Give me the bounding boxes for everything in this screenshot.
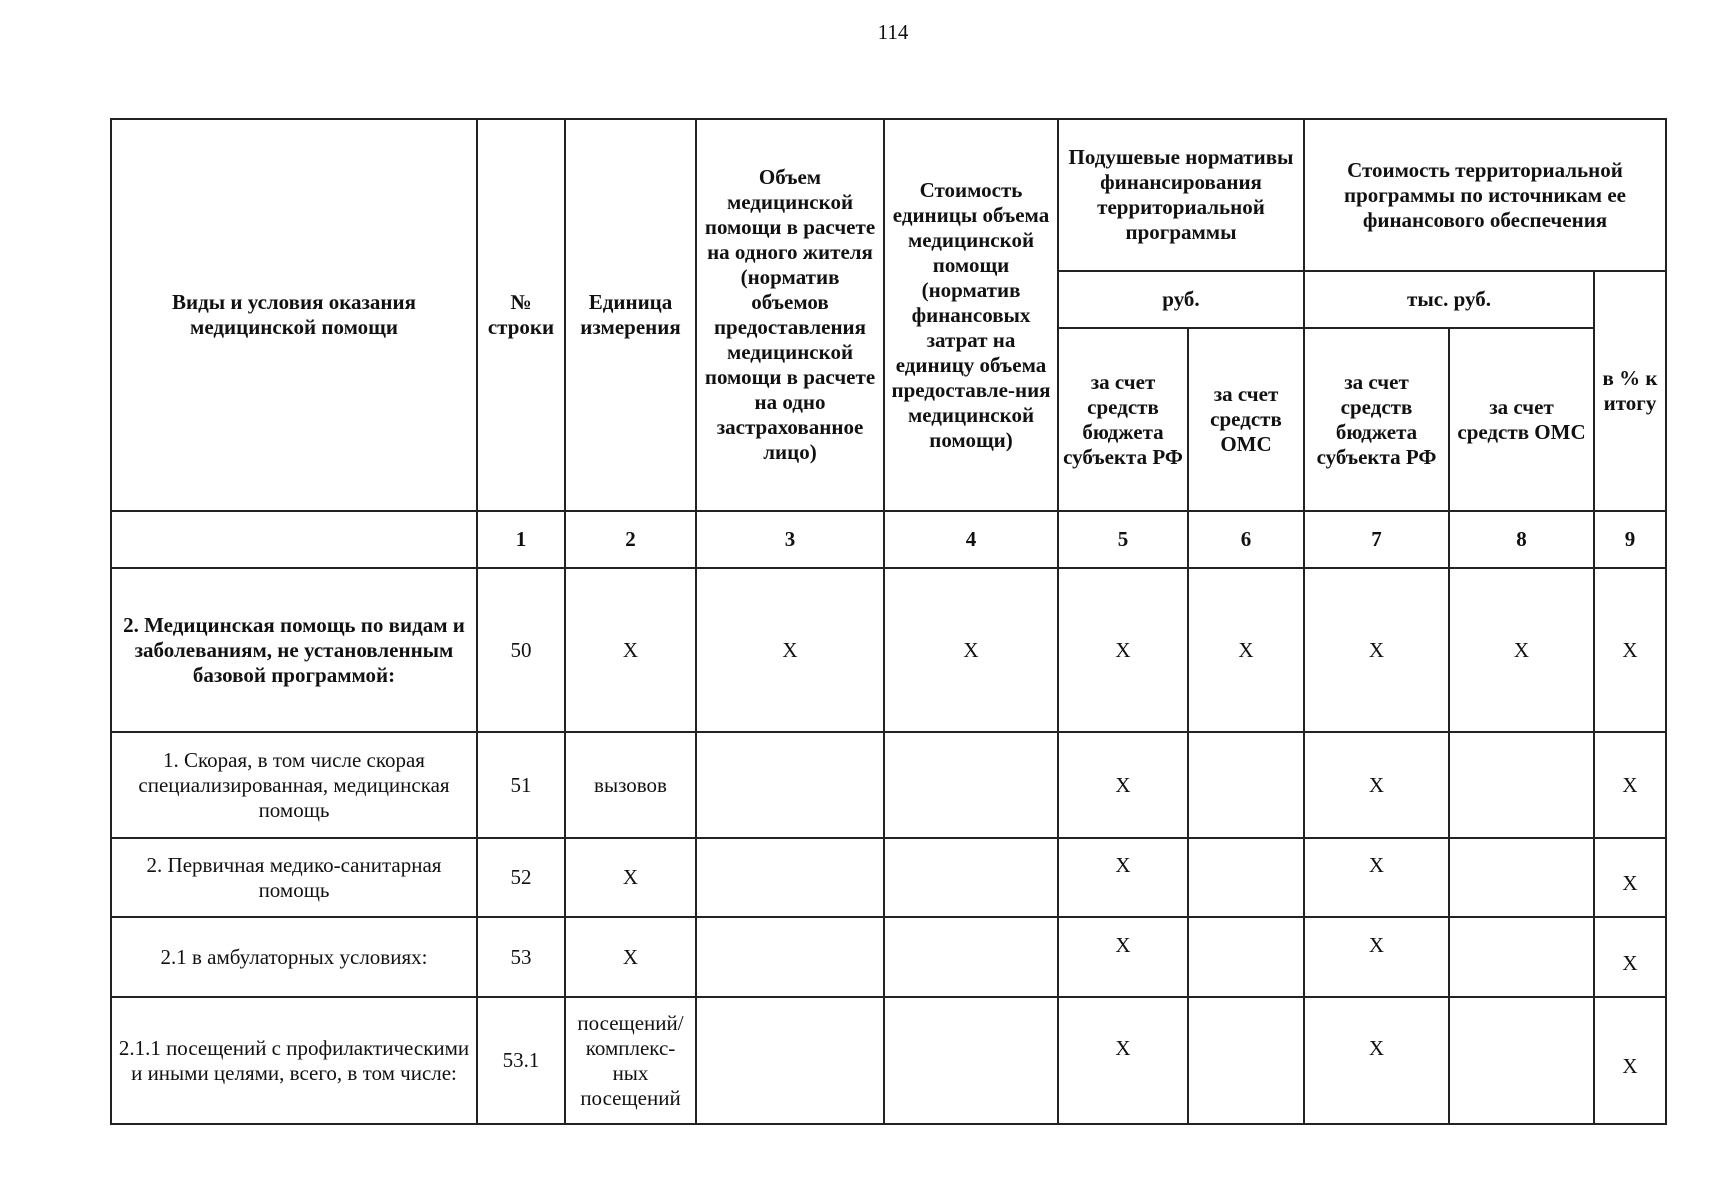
row-cell [884,997,1058,1124]
row-cell: X [1188,568,1304,732]
row-cell [696,732,884,838]
row-number: 50 [477,568,565,732]
column-number: 8 [1449,511,1594,568]
row-cell: X [1594,732,1666,838]
header-budget-rf: за счет средств бюджета субъекта РФ [1058,328,1188,511]
row-unit: X [565,838,696,917]
row-number: 53 [477,917,565,997]
row-title: 2. Первичная медико-санитарная помощь [111,838,477,917]
column-number: 7 [1304,511,1449,568]
row-cell [1449,732,1594,838]
header-program-cost: Стоимость территориальной программы по источникам ее финансового обеспечения [1304,119,1666,271]
row-cell [884,838,1058,917]
table-row [111,917,1666,997]
column-number: 1 [477,511,565,568]
row-cell: X [1449,568,1594,732]
column-number: 6 [1188,511,1304,568]
header-volume: Объем медицинской помощи в расчете на одного жителя (норматив объемов предоставления медицинской помощи в расчете на одно застрахованное лицо) [696,119,884,511]
row-cell: X [1594,917,1666,997]
row-cell [1449,838,1594,917]
column-number-empty [111,511,477,568]
row-cell: X [1058,732,1188,838]
column-number: 5 [1058,511,1188,568]
row-cell: X [1058,568,1188,732]
header-thous-rub: тыс. руб. [1304,271,1594,328]
row-cell [884,917,1058,997]
row-cell: X [1058,917,1188,997]
row-cell [696,838,884,917]
row-title: 1. Скорая, в том числе скорая специализированная, медицинская помощь [111,732,477,838]
header-oms: за счет средств ОМС [1188,328,1304,511]
row-cell: X [1594,568,1666,732]
row-cell [1188,732,1304,838]
row-unit: X [565,568,696,732]
header-rub: руб. [1058,271,1304,328]
row-cell: X [1304,997,1449,1124]
row-title: 2.1.1 посещений с профилактическими и иными целями, всего, в том числе: [111,997,477,1124]
page-number: 114 [877,20,909,44]
column-number: 2 [565,511,696,568]
row-cell: X [1594,838,1666,917]
row-unit: X [565,917,696,997]
table-row [111,732,1666,838]
row-cell: X [1304,917,1449,997]
table-row [111,997,1666,1124]
row-cell [1449,917,1594,997]
row-number: 53.1 [477,997,565,1124]
row-cell: X [696,568,884,732]
header-percent-total: в % к итогу [1594,271,1666,511]
header-row-no: № строки [477,119,565,511]
column-number: 3 [696,511,884,568]
table-row [111,838,1666,917]
row-title: 2.1 в амбулаторных условиях: [111,917,477,997]
header-unit: Единица измерения [565,119,696,511]
row-cell: X [1058,838,1188,917]
row-unit: посещений/ комплекс-ных посещений [565,997,696,1124]
row-unit: вызовов [565,732,696,838]
row-title: 2. Медицинская помощь по видам и заболеваниям, не установленным базовой программой: [111,568,477,732]
row-cell [1449,997,1594,1124]
table-row [111,568,1666,732]
row-cell: X [1058,997,1188,1124]
row-cell [1188,997,1304,1124]
header-per-capita: Подушевые нормативы финансирования территориальной программы [1058,119,1304,271]
financing-table [110,118,1667,1125]
row-cell: X [1304,838,1449,917]
row-cell [1188,838,1304,917]
row-number: 52 [477,838,565,917]
column-number: 9 [1594,511,1666,568]
row-number: 51 [477,732,565,838]
header-budget-rf-2: за счет средств бюджета субъекта РФ [1304,328,1449,511]
row-cell: X [1304,568,1449,732]
header-oms-2: за счет средств ОМС [1449,328,1594,511]
row-cell [884,732,1058,838]
row-cell [696,997,884,1124]
header-cost: Стоимость единицы объема медицинской помощи (норматив финансовых затрат на единицу объема предоставле-ния медицинской помощи) [884,119,1058,511]
row-cell: X [1304,732,1449,838]
row-cell: X [884,568,1058,732]
column-numbers-row [111,511,1666,568]
row-cell: X [1594,997,1666,1124]
row-cell [696,917,884,997]
header-kind: Виды и условия оказания медицинской помощи [111,119,477,511]
column-number: 4 [884,511,1058,568]
row-cell [1188,917,1304,997]
